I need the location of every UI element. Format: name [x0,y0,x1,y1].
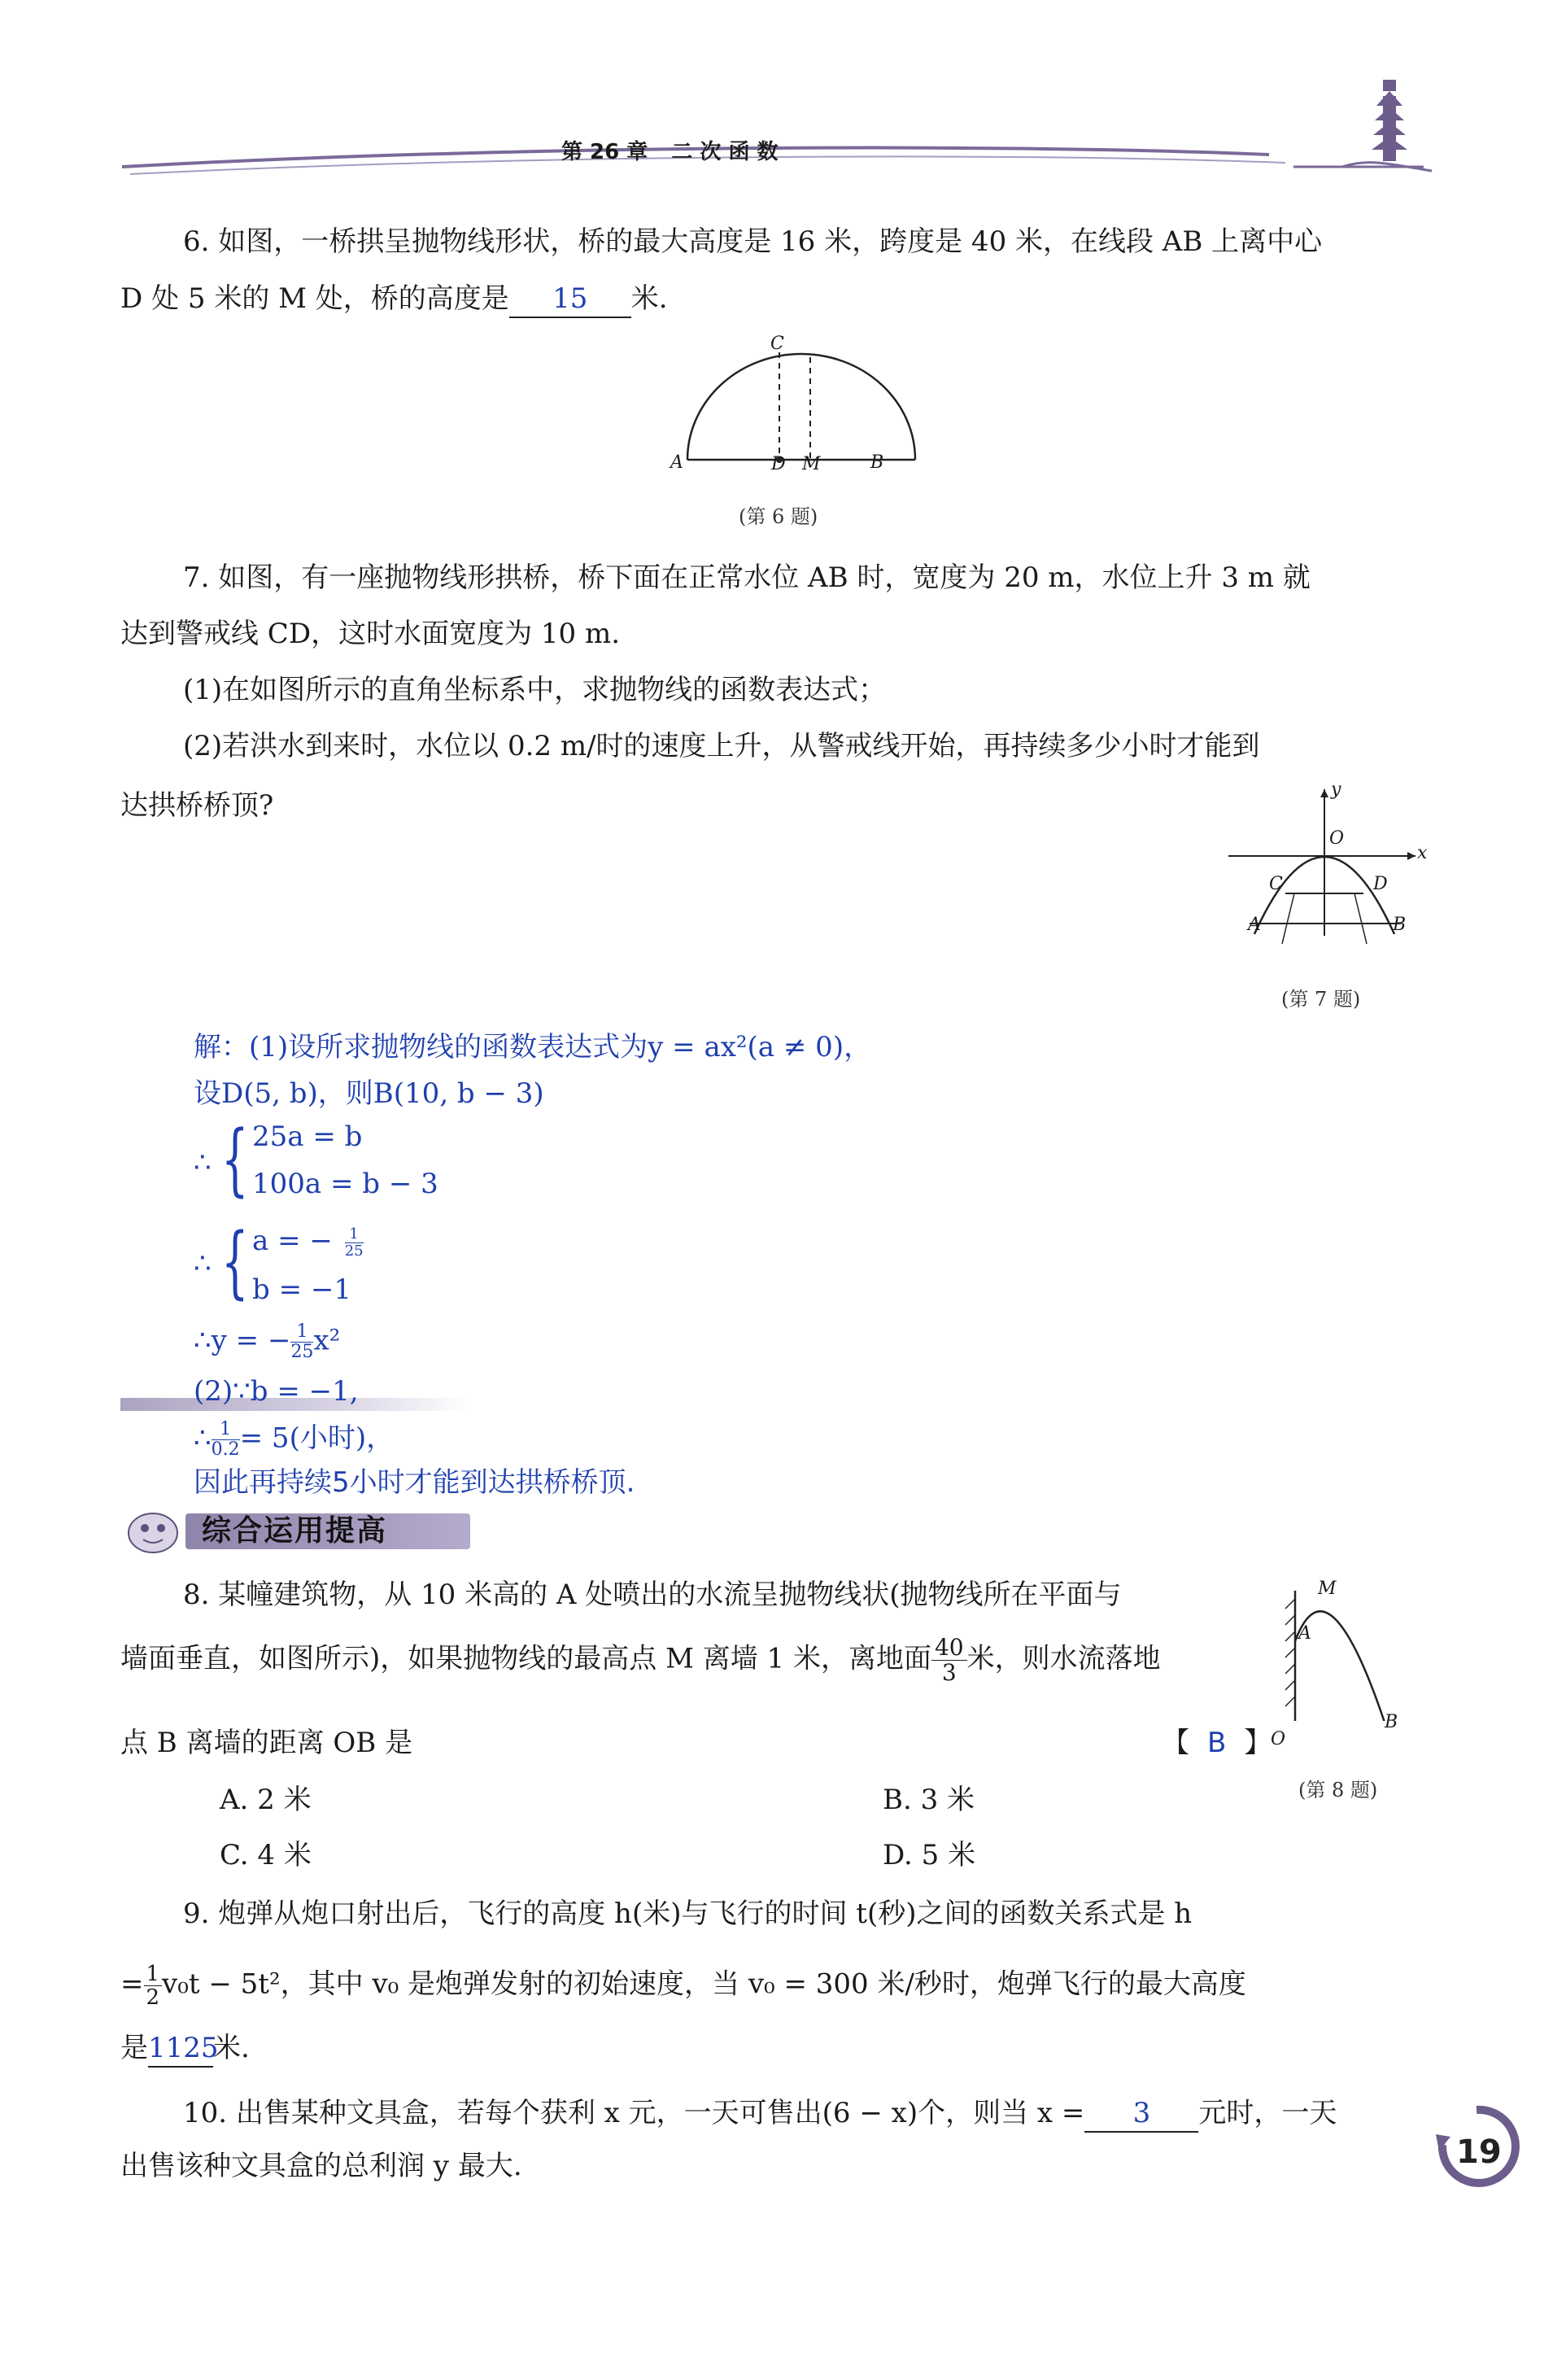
sol-l5-pre: ∴ [194,1421,212,1455]
sol-l3-pre: ∴y = − [194,1324,291,1357]
q8-option-b: B. 3 米 [883,1784,975,1816]
q8-label-o: O [1271,1729,1286,1749]
q6-label-c: C [770,334,784,354]
q7-line1: 7. 如图，有一座抛物线形拱桥，桥下面在正常水位 AB 时，宽度为 20 m，水位上升 3 m 就 [183,561,1311,594]
q8-bracket-left: 【 [1162,1727,1189,1759]
page-header [0,0,1566,195]
solution-line5 [194,1420,394,1460]
q8-frac-den: 3 [941,1659,957,1686]
q8-bracket-right: 】 [1244,1727,1272,1759]
q7-sub1: (1)在如图所示的直角坐标系中，求抛物线的函数表达式； [183,674,887,706]
q6-line1: 6. 如图，一桥拱呈抛物线形状，桥的最大高度是 16 米，跨度是 40 米，在线段 AB 上离中心 [183,225,1323,258]
q7-line2: 达到警戒线 CD，这时水面宽度为 10 m. [120,618,621,650]
q7-sub2-cont: 达拱桥桥顶? [120,789,274,822]
q9-line1: 9. 炮弹从炮口射出后，飞行的高度 h(米)与飞行的时间 t(秒)之间的函数关系式是 h [183,1897,1193,1930]
sol-l3-num: 1 [290,1322,313,1343]
solution-therefore-2: ∴ [194,1247,212,1280]
q7-label-d: D [1373,874,1388,894]
q6-line2 [120,281,668,318]
chapter-title: 二 次 函 数 [671,140,779,164]
q9-answer: 1125 [148,2030,213,2068]
q8-label-m: M [1318,1579,1337,1599]
q8-line2-before: 墙面垂直，如图所示)，如果抛物线的最高点 M 离墙 1 米，离地面 [120,1642,931,1675]
solution-system1 [194,1114,600,1208]
q10-before: 10. 出售某种文具盒，若每个获利 x 元，一天可售出(6 − x)个，则当 x = [183,2097,1085,2129]
solution-sys1-eq2: 100a = b − 3 [252,1168,438,1200]
sol-l3-den: 25 [290,1342,314,1362]
solution-line2: 设D(5, b)，则B(10, b − 3) [194,1077,544,1110]
pagoda-icon [1372,80,1407,161]
q6-label-a: A [670,452,683,473]
q9-line2 [120,1963,1246,2009]
solution-line3 [194,1322,340,1362]
q6-figure [667,338,936,484]
q8-frac-num: 40 [931,1635,967,1661]
q8-line2 [120,1635,1161,1685]
q10-answer: 3 [1084,2095,1198,2133]
q6-text-before: D 处 5 米的 M 处，桥的高度是 [120,282,509,315]
q8-answer: B [1207,1727,1227,1759]
solution-line6: 因此再持续5小时才能到达拱桥桥顶. [194,1466,635,1499]
brace-1: { [221,1114,249,1205]
sys2-a-prefix: a = − [252,1225,333,1257]
q6-text-after: 米. [630,282,668,315]
q10-after: 元时，一天 [1198,2097,1337,2129]
q10-line2: 出售该种文具盒的总利润 y 最大. [120,2150,522,2182]
q8-option-c: C. 4 米 [220,1839,312,1871]
q7-caption: (第 7 题) [1281,988,1361,1011]
sol-l5-post: = 5(小时)， [239,1421,395,1455]
header-decoration [0,0,1566,195]
solution-sys1-eq1: 25a = b [252,1120,363,1153]
q10-line1 [183,2095,1337,2133]
brace-2: { [221,1216,249,1308]
sol-l3-post: x² [313,1324,341,1357]
q8-option-d: D. 5 米 [883,1839,976,1871]
solution-system2 [194,1216,600,1314]
q7-label-a: A [1248,915,1261,935]
q9-eq: = [120,1967,144,2001]
q6-label-d: D [771,454,786,474]
q9-line3-pre: 是 [120,2032,148,2064]
q7-label-y: y [1331,780,1341,800]
solution-therefore-1: ∴ [194,1146,212,1179]
sol-l5-num: 1 [212,1420,240,1440]
q6-label-m: M [802,454,821,474]
section-header [120,1504,470,1556]
q7-label-o: O [1329,828,1345,849]
page-number: 19 [1456,2133,1502,2171]
sys2-a-den: 25 [344,1242,364,1260]
q7-sub2: (2)若洪水到来时，水位以 0.2 m/时的速度上升，从警戒线开始，再持续多少小时才能到 [183,730,1260,762]
q7-label-x: x [1417,843,1428,863]
solution-line4: (2)∵b = −1, [194,1375,359,1408]
chapter-number: 第 26 章 [561,140,648,164]
q8-label-b: B [1385,1712,1398,1732]
q8-label-a: A [1298,1623,1311,1644]
mascot-icon [120,1504,185,1556]
q8-line1: 8. 某幢建筑物，从 10 米高的 A 处喷出的水流呈抛物线状(抛物线所在平面与 [183,1579,1122,1611]
q7-label-b: B [1393,915,1407,935]
q8-option-a: A. 2 米 [220,1784,312,1816]
q9-half-num: 1 [144,1963,163,1986]
q6-caption: (第 6 题) [739,505,818,528]
q9-line3-post: 米. [213,2032,250,2064]
q8-caption: (第 8 题) [1298,1779,1378,1801]
section-title: 综合运用提高 [202,1514,388,1548]
q7-label-c: C [1269,874,1283,894]
q6-answer: 15 [509,281,631,318]
q9-line3 [120,2030,250,2068]
q8-line2-after: 米，则水流落地 [966,1642,1161,1675]
q8-answer-bracket [1162,1725,1272,1761]
q9-line2-post: v₀t − 5t²，其中 v₀ 是炮弹发射的初始速度，当 v₀ = 300 米/秒时，炮弹飞行的最大高度 [162,1967,1246,2001]
solution-sys2-eq2: b = −1 [252,1273,351,1306]
solution-sys2-eq1 [252,1223,364,1260]
q8-line3: 点 B 离墙的距离 OB 是 [120,1727,413,1759]
q9-half-den: 2 [146,1985,160,2010]
q6-label-b: B [870,452,884,473]
solution-line1: 解：(1)设所求抛物线的函数表达式为y = ax²(a ≠ 0)， [194,1031,872,1063]
sol-l5-den: 0.2 [211,1439,240,1460]
chapter-label [561,135,779,165]
sys2-a-num: 1 [345,1226,364,1243]
q8-figure [1277,1583,1440,1721]
